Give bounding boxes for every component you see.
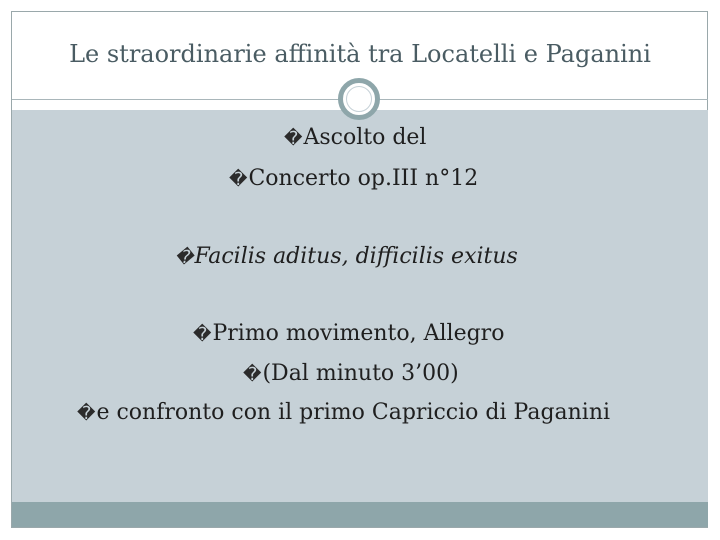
bullet-icon: �: [284, 128, 303, 149]
bullet-text: Primo movimento, Allegro: [212, 321, 505, 346]
bullet-icon: �: [175, 247, 194, 268]
bullet-item-motto: [175, 244, 518, 269]
bullet-item-ascolto: [284, 125, 426, 150]
bullet-text: e confronto con il primo Capriccio di Paganini: [96, 400, 611, 425]
bullet-text: (Dal minuto 3’00): [262, 361, 459, 386]
bullet-item-concerto: [229, 166, 478, 191]
bullet-item-primo-movimento: [193, 321, 504, 346]
bullet-text: Facilis aditus, difficilis exitus: [194, 244, 518, 269]
circle-ornament-icon: [338, 78, 380, 120]
bullet-icon: �: [229, 169, 248, 190]
slide-title: Le straordinarie affinità tra Locatelli e Paganini: [69, 40, 651, 68]
bullet-item-minuto: [243, 361, 459, 386]
bullet-text: Ascolto del: [303, 125, 427, 150]
bullet-icon: �: [193, 324, 212, 345]
bullet-text: Concerto op.III n°12: [248, 166, 479, 191]
bullet-item-confronto: [77, 400, 610, 425]
bullet-icon: �: [243, 364, 262, 385]
bottom-accent-bar: [12, 502, 708, 527]
bullet-icon: �: [77, 403, 96, 424]
